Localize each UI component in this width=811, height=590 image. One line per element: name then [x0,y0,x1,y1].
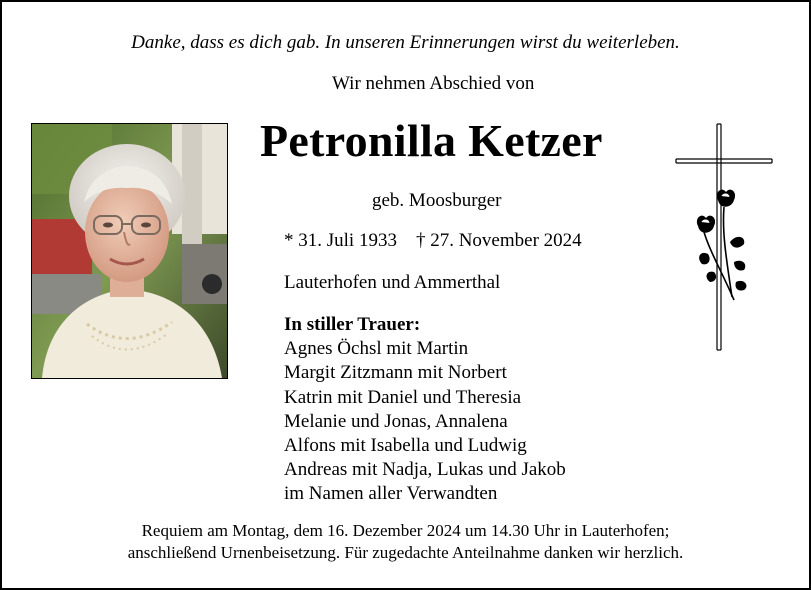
mourner-line: Agnes Öchsl mit Martin [284,338,469,360]
mourner-line: Katrin mit Daniel und Theresia [284,386,522,408]
service-line: anschließend Urnenbeisetzung. Für zugedachte Anteilnahme danken wir herzlich. [127,543,684,562]
service-line: Requiem am Montag, dem 16. Dezember 2024 um 14.30 Uhr in Lauterhofen; [141,521,670,540]
farewell-intro: Wir nehmen Abschied von [332,73,535,94]
life-dates: * 31. Juli 1933 † 27. November 2024 [284,230,582,251]
service-details [2,520,809,564]
mourner-line: Alfons mit Isabella und Ludwig [284,435,527,457]
mourner-line: im Namen aller Verwandten [284,483,498,505]
birth-name: geb. Moosburger [372,190,502,211]
mourners-heading: In stiller Trauer: [284,314,421,335]
mourners-list [284,313,566,507]
portrait-photo [31,123,228,379]
mourner-line: Melanie und Jonas, Annalena [284,410,508,432]
place-of-residence: Lauterhofen und Ammerthal [284,272,501,293]
mourner-line: Andreas mit Nadja, Lukas und Jakob [284,459,566,481]
memorial-quote: Danke, dass es dich gab. In unseren Erinnerungen wirst du weiterleben. [131,32,680,53]
deceased-name: Petronilla Ketzer [260,115,603,166]
cross-with-rose-icon [674,122,774,352]
mourner-line: Margit Zitzmann mit Norbert [284,362,507,384]
